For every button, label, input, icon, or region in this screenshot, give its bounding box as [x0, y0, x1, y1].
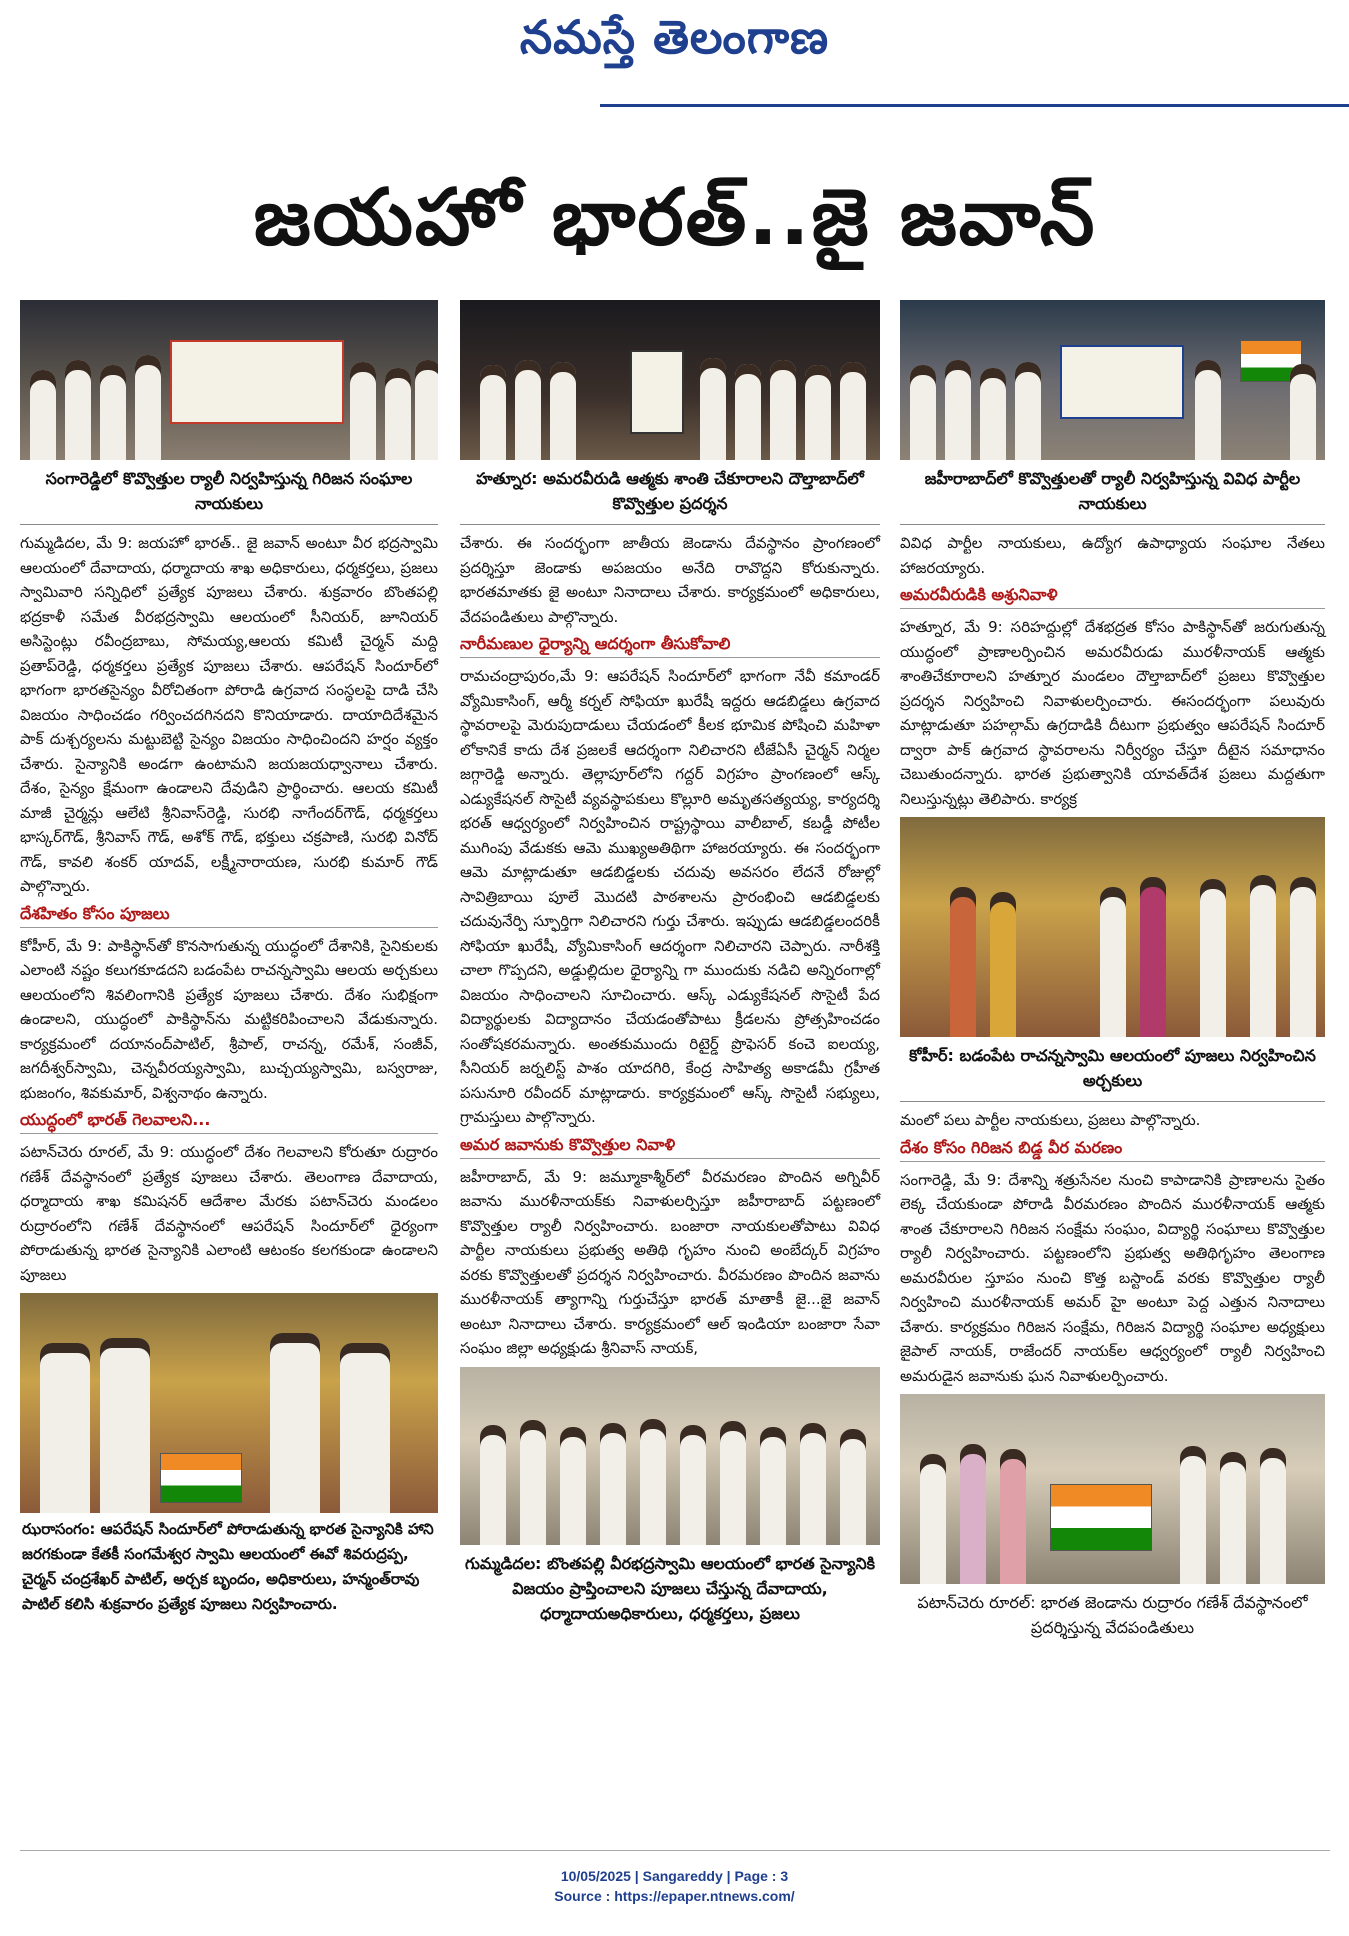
article-paragraph: రామచంద్రాపురం,మే 9: ఆపరేషన్ సిందూర్‌లో భాగంగా నేవీ కమాండర్ వ్యోమికాసింగ్, ఆర్మీ కర్నల్ సోఫియా ఖురేషీ ఇద్దరు ఆడబిడ్డలు ఉగ్రవాద స్థావరాలపై మెరుపుదాడులు చేయడంలో కీలక భూమిక పోషించి మహిళా లోకానికే కాదు దేశ ప్రజలకే ఆదర్శంగా నిలిచారని టీజేఏసీ చైర్మన్ నిర్మల జగ్గారెడ్డి అన్నారు. తెల్లాపూర్‌లోని గద్దర్ విగ్రహం ప్రాంగణంలో ఆస్క్ ఎడ్యుకేషనల్ సొసైటీ వ్యవస్థాపకులు కొల్లూరి అమృతసత్యయ్య, కార్యదర్శి భరత్ ఆధ్వర్యంలో నిర్వహించిన రాష్ట్రస్థాయి వాలీబాల్, కబడ్డీ పోటీల ముగింపు వేడుకకు ఆమె ముఖ్యఅతిథిగా హాజరయ్యారు. ఈ సందర్భంగా ఆమె మాట్లాడుతూ ఆడబిడ్డలకు చదువు అవసరం లేదనే రోజుల్లో సావిత్రిబాయి పూలే మొదటి పాఠశాలను ప్రారంభించి ఆడబిడ్డలకు చదువునేర్పి స్ఫూర్తిగా నిలిచారని గుర్తు చేశారు. ఇప్పుడు ఆడబిడ్డలందరికీ సోఫియా ఖురేషీ, వ్యోమికాసింగ్ ఆదర్శంగా నిలిచారని చెప్పారు. నారీశక్తి చాలా గొప్పదని, అడ్డుల్లిదుల ధైర్యాన్ని గా ముందుకు నడిచి అన్నిరంగాల్లో విజయం సాధించాలని సూచించారు. ఆస్క్ ఎడ్యుకేషనల్ సొసైటీ పేద విద్యార్థులకు విద్యాదానం చేయడంతోపాటు క్రీడలను ప్రోత్సహించడం సంతోషకరమన్నారు. అంతకుముందు రిటైర్డ్ ప్రొఫెసర్ కంచె ఐలయ్య, సీనియర్ జర్నలిస్ట్ పాశం యాదగిరి, కేంద్ర సాహిత్య అకాడమీ గ్రహీత పసునూరి రవీందర్ మాట్లాడారు. కార్యక్రమంలో ఆస్క్ సొసైటీ సభ్యులు, గ్రామస్తులు పాల్గొన్నారు. [460, 667, 880, 1126]
column-2 [460, 300, 880, 1634]
masthead-rule [600, 104, 1349, 107]
photo-candle-rally-sangareddy [20, 300, 438, 460]
india-flag-icon [1050, 1484, 1152, 1551]
article-paragraph: హత్నూర, మే 9: సరిహద్దుల్లో దేశభద్రత కోసం పాకిస్థాన్‌తో జరుగుతున్న యుద్ధంలో ప్రాణాలర్పించిన అమరవీరుడు మురళీనాయక్ ఆత్మకు శాంతిచేకూరాలని హత్నూర మండలం దౌల్తాబాద్‌లో ప్రజలు కొవ్వొత్తుల ప్రదర్శన నిర్వహించి నివాళులర్పించారు. ఈసందర్భంగా పలువురు మాట్లాడుతూ పహల్గామ్ ఉగ్రదాడికి దీటుగా ప్రభుత్వం ఆపరేషన్ సిందూర్ ద్వారా పాక్ ఉగ్రవాద స్థావరాలను నిర్వీర్యం చేస్తూ దీటైన సమాధానం చెబుతుందన్నారు. భారత ప్రభుత్వానికి యావత్‌దేశ ప్రజలు మద్దతుగా నిలుస్తున్నట్లు తెలిపారు. కార్యక్ర [900, 618, 1325, 808]
article-subheading: యుద్ధంలో భారత్ గెలవాలని... [20, 1107, 438, 1134]
photo-banner [170, 340, 344, 424]
photo-rachanna-temple [900, 817, 1325, 1037]
footer-source-link[interactable]: Source : https://epaper.ntnews.com/ [554, 1888, 795, 1904]
footer-date-edition: 10/05/2025 | Sangareddy | Page : 3 [560, 1868, 789, 1884]
article-paragraph: సంగారెడ్డి, మే 9: దేశాన్ని శత్రుసేనల నుంచి కాపాడానికి ప్రాణాలను సైతం లెక్క చేయకుండా పోరాడి వీరమరణం పొందిన మురళీనాయక్ ఆత్మకు శాంత చేకూరాలని గిరిజన సంక్షేమ సంఘం, విద్యార్థి సంఘాలు కొవ్వొత్తుల ర్యాలీ నిర్వహించారు. పట్టణంలోని ప్రభుత్వ అతిథిగృహం తెలంగాణ అమరవీరుల స్తూపం నుంచి కొత్త బస్టాండ్ వరకు కొవ్వొత్తుల ర్యాలీ నిర్వహించి మురళీనాయక్ అమర్ హై అంటూ పెద్ద ఎత్తున నినాదాలు చేశారు. కార్యక్రమం గిరిజన సంక్షేమ, గిరిజన విద్యార్థి సంఘాల అధ్యక్షులు జైపాల్ నాయక్, రాజేందర్ నాయక్‌ల ఆధ్వర్యంలో ర్యాలీ నిర్వహించి అమరుడైన జవానుకు ఘన నివాళులర్పించారు. [900, 1170, 1325, 1385]
column-1 [20, 300, 438, 1621]
photo-caption: కోహీర్: బడంపేట రాచన్నస్వామి ఆలయంలో పూజలు నిర్వహించిన అర్చకులు [900, 1037, 1325, 1102]
article-paragraph: పటాన్‌చెరు రూరల్, మే 9: యుద్ధంలో దేశం గెలవాలని కోరుతూ రుద్రారం గణేశ్ దేవస్థానంలో ప్రత్యేక పూజలు చేశారు. తెలంగాణ దేవాదాయ, ధర్మాదాయ శాఖ కమిషనర్ ఆదేశాల మేరకు పటాన్‌చెరు మండలం రుద్రారంలోని గణేశ్ దేవస్థానంలో ఆపరేషన్ సిందూర్‌లో ధైర్యంగా పోరాడుతున్న భారత సైన్యానికి ఎలాంటి ఆటంకం కలగకుండా ఉండాలని పూజలు [20, 1143, 438, 1284]
article-paragraph: కోహీర్, మే 9: పాకిస్థాన్‌తో కొనసాగుతున్న యుద్ధంలో దేశానికి, సైనికులకు ఎలాంటి నష్టం కలుగకూడదని బడంపేట రాచన్నస్వామి ఆలయ అర్చకులు ఆలయంలోని శివలింగానికి ప్రత్యేక పూజలు చేశారు. దేశం సుభిక్షంగా ఉండాలని, యుద్ధంలో పాకిస్థాన్‌ను మట్టికరిపించాలని వేడుకున్నారు. కార్యక్రమంలో దయానంద్‌పాటిల్, శ్రీపాల్, రాచన్న, రమేశ్, సంజీవ్, జగదీశ్వర్‌స్వామి, చెన్నవీరయ్యస్వామి, బుచ్చయ్యస్వామి, బస్వరాజు, భుజంగం, శివకుమార్, విశ్వనాథం ఉన్నారు. [20, 936, 438, 1102]
article-paragraph: చేశారు. ఈ సందర్భంగా జాతీయ జెండాను దేవస్థానం ప్రాంగణంలో ప్రదర్శిస్తూ జెండాకు అపజయం అనేది రావొద్దని కోరుకున్నారు. భారతమాతకు జై అంటూ నినాదాలు చేశారు. కార్యక్రమంలో అధికారులు, వేదపండితులు పాల్గొన్నారు. [460, 534, 880, 626]
photo-candle-rally-zaheerabad [900, 300, 1325, 460]
masthead [0, 0, 1349, 110]
photo-caption: హత్నూర: అమరవీరుడి ఆత్మకు శాంతి చేకూరాలని దౌల్తాబాద్‌లో కొవ్వొత్తుల ప్రదర్శన [460, 460, 880, 525]
photo-portrait [630, 350, 684, 434]
india-flag-icon [160, 1453, 242, 1503]
masthead-logo: నమస్తే తెలంగాణ [519, 10, 830, 64]
photo-candle-rally-daulatabad [460, 300, 880, 460]
article-paragraph: జహీరాబాద్, మే 9: జమ్మూకాశ్మీర్‌లో వీరమరణం పొందిన అగ్నివీర్ జవాను మురళీనాయక్‌కు నివాళులర్పిస్తూ జహీరాబాద్ పట్టణంలో కొవ్వొత్తుల ర్యాలీ నిర్వహించారు. బంజారా నాయకులతోపాటు వివిధ పార్టీల నాయకులు ప్రభుత్వ అతిథి గృహం నుంచి అంబేద్కర్ విగ్రహం వరకు కొవ్వొత్తులతో ప్రదర్శన నిర్వహించారు. వీరమరణం పొందిన జవాను మురళీనాయక్ త్యాగాన్ని గుర్తుచేస్తూ భారత్ మాతాకీ జై...జై జవాన్ అంటూ నినాదాలు చేశారు. కార్యక్రమంలో ఆల్ ఇండియా బంజారా సేవా సంఘం జిల్లా అధ్యక్షుడు శ్రీనివాస్ నాయక్, [460, 1167, 880, 1357]
photo-caption: పటాన్‌చెరు రూరల్: భారత జెండాను రుద్రారం గణేశ్ దేవస్థానంలో ప్రదర్శిస్తున్న వేదపండితులు [917, 1593, 1308, 1637]
article-subheading: దేశహితం కోసం పూజలు [20, 901, 438, 928]
photo-banner [1060, 345, 1184, 419]
article-subheading: నారీమణుల ధైర్యాన్ని ఆదర్శంగా తీసుకోవాలి [460, 631, 880, 658]
photo-caption: సంగారెడ్డిలో కొవ్వొత్తుల ర్యాలీ నిర్వహిస్తున్న గిరిజన సంఘాల నాయకులు [20, 460, 438, 525]
photo-caption: జహీరాబాద్‌లో కొవ్వొత్తులతో ర్యాలీ నిర్వహిస్తున్న వివిధ పార్టీల నాయకులు [900, 460, 1325, 525]
article-subheading: అమర జవానుకు కొవ్వొత్తుల నివాళి [460, 1132, 880, 1159]
photo-temple-puja [20, 1293, 438, 1513]
page-headline: జయహో భారత్..జై జవాన్ [253, 173, 1097, 263]
photo-temple-officials [460, 1367, 880, 1545]
photo-ganesh-temple-flag [900, 1394, 1325, 1584]
page-footer [0, 1866, 1349, 1906]
photo-caption: ఝరాసంగం: ఆపరేషన్ సిందూర్‌లో పోరాడుతున్న భారత సైన్యానికి హాని జరగకుండా కేతకీ సంగమేశ్వర స్వామి ఆలయంలో ఈవో శివరుద్రప్ప, చైర్మన్ చంద్రశేఖర్ పాటిల్, అర్చక బృందం, అధికారులు, హన్మంత్‌రావు పాటిల్ కలిసి శుక్రవారం ప్రత్యేక పూజలు నిర్వహించారు. [22, 1520, 434, 1613]
article-paragraph: వివిధ పార్టీల నాయకులు, ఉద్యోగ ఉపాధ్యాయ సంఘాల నేతలు హాజరయ్యారు. [900, 534, 1325, 577]
article-paragraph: మంలో పలు పార్టీల నాయకులు, ప్రజలు పాల్గొన్నారు. [900, 1111, 1201, 1129]
column-3 [900, 300, 1325, 1648]
article-paragraph: గుమ్మడిదల, మే 9: జయహో భారత్.. జై జవాన్ అంటూ వీర భద్రస్వామి ఆలయంలో దేవాదాయ, ధర్మాదాయ శాఖ అధికారులు, ధర్మకర్తలు, ప్రజలు స్వామివారి సన్నిధిలో ప్రత్యేక పూజలు చేశారు. శుక్రవారం బొంతపల్లి భద్రకాళీ సమేత వీరభద్రస్వామి ఆలయంలో సీనియర్, జూనియర్ అసిస్టెంట్లు రవీంద్రబాబు, సోమయ్య,ఆలయ కమిటీ చైర్మన్ మద్ది ప్రతాప్‌రెడ్డి, ధర్మకర్తలు ప్రత్యేక పూజలు చేశారు. ఆపరేషన్ సిందూర్‌లో భాగంగా భారతసైన్యం వీరోచితంగా పోరాడి ఉగ్రవాద సంస్థలపై దాడి చేసి విజయం సాధించడం గర్వించదగినదని కొనియాడారు. దాయాదిదేశమైన పాక్ దుశ్చర్యలను మట్టుబెట్టి సైన్యం విజయం సాధించిందని హర్షం వ్యక్తం చేశారు. సైన్యానికి అండగా ఉంటామని జయజయధ్వానాలు చేశారు. దేశం, సైన్యం క్షేమంగా ఉండాలని దేవుడిని ప్రార్థించారు. ఆలయ కమిటీ మాజీ చైర్మన్లు ఆలేటి శ్రీనివాస్‌రెడ్డి, సురభి నాగేందర్‌గౌడ్, ధర్మకర్తలు భాస్కర్‌గౌడ్, శ్రీనివాస్ గౌడ్, అశోక్ గౌడ్, భక్తులు చక్రపాణి, సురభి వినోద్ గౌడ్, కావలి శంకర్ యాదవ్, లక్ష్మీనారాయణ, సురభి కుమార్ గౌడ్ పాల్గొన్నారు. [20, 534, 438, 895]
footer-rule [20, 1850, 1330, 1851]
article-subheading: దేశం కోసం గిరిజన బిడ్డ వీర మరణం [900, 1135, 1325, 1162]
photo-caption: గుమ్మడిదల: బొంతపల్లి వీరభద్రస్వామి ఆలయంలో భారత సైన్యానికి విజయం ప్రాప్తించాలని పూజలు చేస్తున్న దేవాదాయ, ధర్మాదాయఅధికారులు, ధర్మకర్తలు, ప్రజలు [465, 1553, 875, 1623]
article-subheading: అమరవీరుడికి అశ్రునివాళి [900, 582, 1325, 609]
